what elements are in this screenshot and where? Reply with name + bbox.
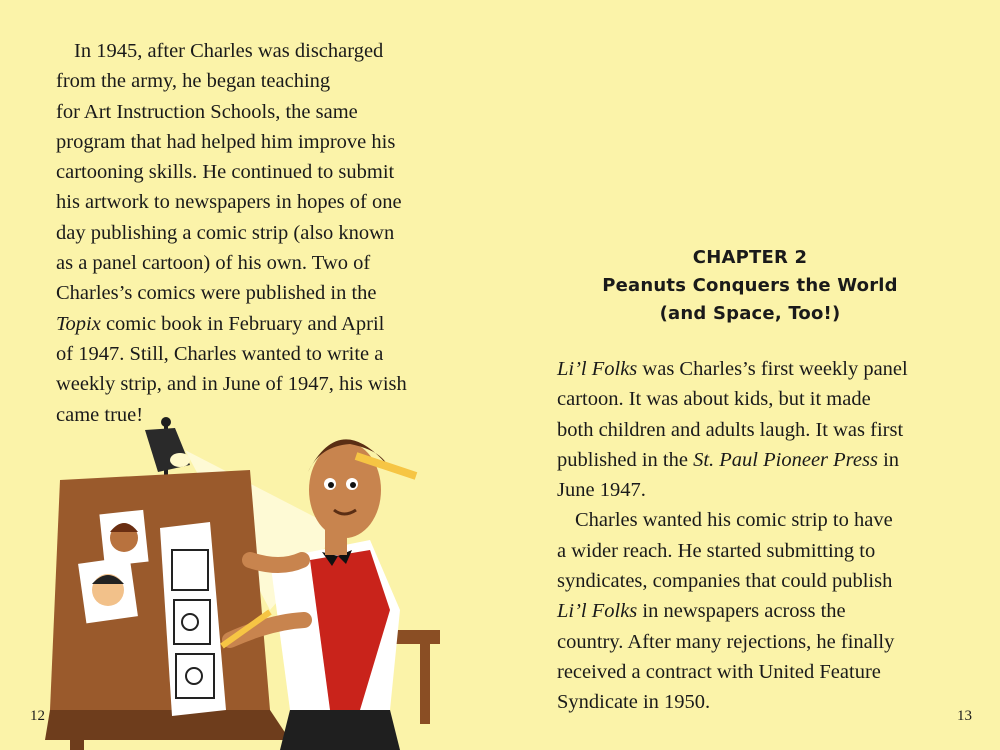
right-page-body-text: [557, 354, 908, 718]
chapter-title-line1: Peanuts Conquers the World: [602, 275, 898, 296]
text-line: country. After many rejections, he finally: [557, 630, 895, 653]
text-segment: in: [877, 448, 900, 471]
text-line: program that had helped him improve his: [56, 130, 396, 153]
text-line: came true!: [56, 403, 144, 426]
lil-folks-italic: Li’l Folks: [557, 358, 638, 380]
text-line: received a contract with United Feature: [557, 660, 881, 683]
text-line: cartooning skills. He continued to submit: [56, 161, 395, 184]
text-line: from the army, he began teaching: [56, 70, 331, 93]
text-line: syndicates, companies that could publish: [557, 570, 893, 593]
page-number-left: 12: [30, 708, 45, 724]
text-line: [557, 354, 908, 384]
text-line: for Art Instruction Schools, the same: [56, 100, 358, 123]
text-line: a wider reach. He started submitting to: [557, 539, 876, 562]
text-segment: published in the: [557, 448, 694, 471]
text-line: Charles wanted his comic strip to have: [575, 509, 893, 532]
text-segment: was Charles’s first weekly panel: [637, 358, 908, 380]
text-line: day publishing a comic strip (also known: [56, 221, 395, 244]
text-line: weekly strip, and in June of 1947, his wish: [56, 373, 407, 396]
text-line: cartoon. It was about kids, but it made: [557, 388, 871, 411]
text-line: [557, 596, 908, 626]
newspaper-title-italic: St. Paul Pioneer Press: [693, 448, 878, 471]
cartoonist-illustration: [40, 410, 460, 750]
page-number-right: 13: [957, 708, 972, 724]
text-line: [557, 445, 908, 475]
text-line: [56, 309, 407, 339]
text-line: In 1945, after Charles was discharged: [74, 40, 384, 62]
text-segment: in newspapers across the: [637, 600, 846, 623]
text-line: as a panel cartoon) of his own. Two of: [56, 252, 371, 275]
text-line: of 1947. Still, Charles wanted to write a: [56, 342, 384, 365]
right-page: [500, 0, 1000, 750]
chapter-heading: [500, 244, 1000, 328]
text-line: Charles’s comics were published in the: [56, 282, 377, 305]
chapter-label: CHAPTER 2: [692, 247, 808, 268]
text-line: both children and adults laugh. It was first: [557, 418, 904, 441]
lil-folks-italic: Li’l Folks: [557, 600, 638, 623]
topix-rest: comic book in February and April: [100, 312, 385, 335]
chapter-title-line2: (and Space, Too!): [659, 303, 841, 324]
text-line: his artwork to newspapers in hopes of one: [56, 191, 402, 214]
topix-italic: Topix: [56, 312, 101, 335]
text-line: Syndicate in 1950.: [557, 691, 711, 714]
text-line: June 1947.: [557, 479, 646, 502]
pinned-drawing-boy: [78, 557, 138, 624]
left-page-body-text: [56, 36, 407, 430]
